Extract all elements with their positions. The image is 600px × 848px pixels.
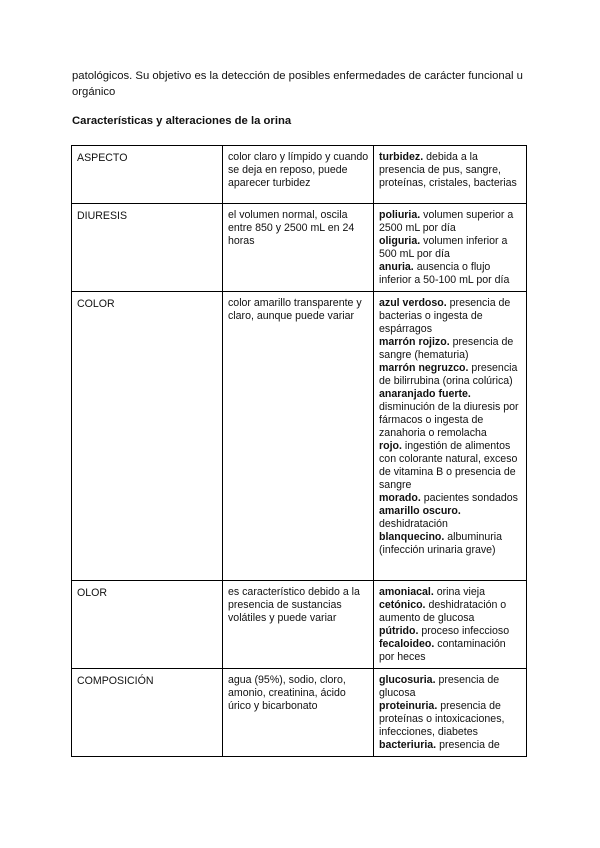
alteration-term: amarillo oscuro. [379,505,461,517]
alteration-entry [379,739,522,752]
alteration-entry [379,336,522,362]
alteration-description: presencia de [436,739,500,751]
alteration-entry [379,599,522,625]
alteration-entry [379,505,522,531]
alteration-description: debida a la presencia de pus, sangre, proteínas, cristales, bacterias [379,151,517,189]
alterations-cell [374,146,527,204]
alteration-entry [379,586,522,599]
alteration-entry [379,151,522,190]
alteration-entry [379,531,522,557]
table-body [72,146,527,757]
alteration-term: marrón negruzco. [379,362,469,374]
intro-paragraph: patológicos. Su objetivo es la detección de posibles enfermedades de carácter funcional u orgánico [72,70,523,98]
alteration-term: bacteriuria. [379,739,437,751]
alteration-term: anaranjado fuerte. [379,388,471,400]
alteration-description: proceso infeccioso [418,625,510,637]
table-row [72,669,527,757]
alteration-term: poliuria. [379,209,421,221]
alteration-description: albuminuria (infección urinaria grave) [379,531,503,556]
alteration-term: oliguria. [379,235,421,247]
alteration-term: marrón rojizo. [379,336,450,348]
normal-description-cell: color claro y límpido y cuando se deja en reposo, puede aparecer turbidez [223,146,374,204]
table-row [72,292,527,581]
alteration-description: contaminación por heces [379,638,506,663]
alteration-description: orina vieja [433,586,485,598]
alteration-description: volumen superior a 2500 mL por día [379,209,514,234]
alteration-entry [379,492,522,505]
alteration-term: fecaloideo. [379,638,435,650]
category-cell: OLOR [72,581,223,669]
table-row [72,146,527,204]
alteration-description: deshidratación o aumento de glucosa [379,599,507,624]
alteration-description: presencia de proteínas o intoxicaciones, infecciones, diabetes [379,700,505,738]
alteration-description: pacientes sondados [420,492,518,504]
alterations-cell [374,581,527,669]
alteration-term: proteinuria. [379,700,438,712]
alteration-term: morado. [379,492,421,504]
alteration-term: rojo. [379,440,402,452]
alteration-entry [379,362,522,388]
category-cell: ASPECTO [72,146,223,204]
alteration-entry [379,261,522,287]
alteration-description: presencia de bacterias o ingesta de espárragos [379,297,511,335]
alteration-entry [379,297,522,336]
section-heading: Características y alteraciones de la orina [72,115,292,127]
category-cell: DIURESIS [72,204,223,292]
alteration-description: ausencia o flujo inferior a 50-100 mL por día [379,261,510,286]
category-cell: COLOR [72,292,223,581]
alteration-description: disminución de la diuresis por fármacos o ingesta de zanahoria o remolacha [379,401,519,439]
alteration-term: azul verdoso. [379,297,447,309]
alteration-term: glucosuria. [379,674,436,686]
alteration-term: pútrido. [379,625,419,637]
normal-description-cell: color amarillo transparente y claro, aunque puede variar [223,292,374,581]
alteration-description: presencia de sangre (hematuria) [379,336,514,361]
table-row [72,581,527,669]
alteration-description: presencia de glucosa [379,674,500,699]
alteration-entry [379,209,522,235]
alteration-entry [379,235,522,261]
table-row [72,204,527,292]
alteration-term: amoniacal. [379,586,434,598]
normal-description-cell: agua (95%), sodio, cloro, amonio, creatinina, ácido úrico y bicarbonato [223,669,374,757]
alteration-description: ingestión de alimentos con colorante natural, exceso de vitamina B o presencia de sangre [379,440,518,491]
alteration-term: turbidez. [379,151,424,163]
alteration-entry [379,674,522,700]
alteration-description: deshidratación [379,518,448,530]
alteration-term: anuria. [379,261,414,273]
alteration-term: blanquecino. [379,531,445,543]
alterations-cell [374,669,527,757]
category-cell: COMPOSICIÓN [72,669,223,757]
alteration-description: volumen inferior a 500 mL por día [379,235,508,260]
alterations-cell [374,292,527,581]
alteration-term: cetónico. [379,599,426,611]
urine-characteristics-table [71,145,527,757]
alteration-entry [379,625,522,638]
alteration-description: presencia de bilirrubina (orina colúrica) [379,362,518,387]
alteration-entry [379,700,522,739]
alteration-entry [379,440,522,492]
alteration-entry [379,388,522,440]
alteration-entry [379,638,522,664]
alterations-cell [374,204,527,292]
normal-description-cell: el volumen normal, oscila entre 850 y 2500 mL en 24 horas [223,204,374,292]
normal-description-cell: es característico debido a la presencia de sustancias volátiles y puede variar [223,581,374,669]
